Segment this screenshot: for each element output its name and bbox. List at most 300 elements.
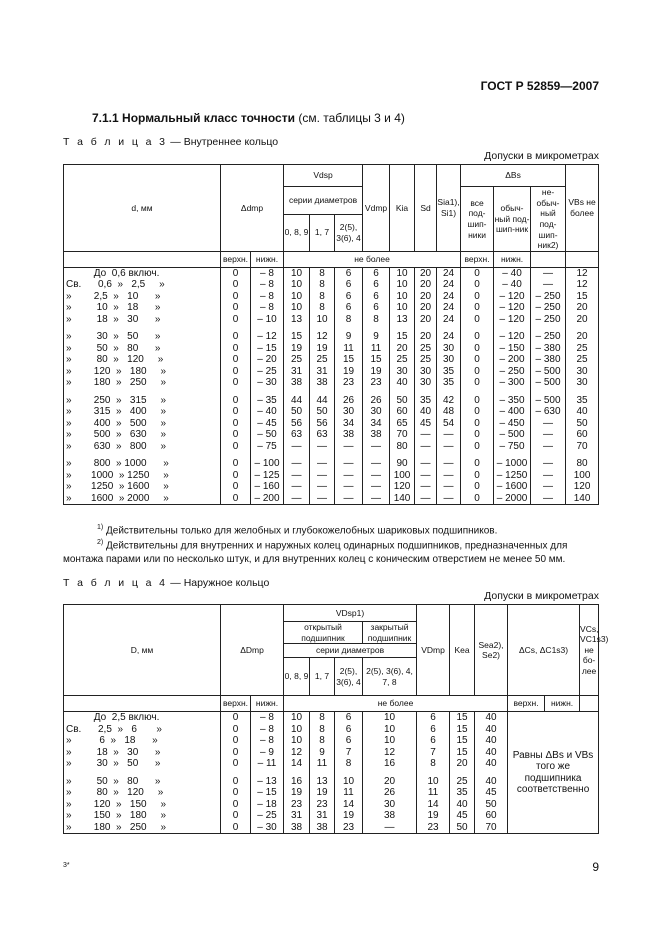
blank-cell bbox=[64, 696, 221, 712]
cell-sia: 24 bbox=[437, 302, 461, 314]
cell-dbs-upper: 0 bbox=[461, 395, 494, 407]
cell-s2: — bbox=[310, 493, 335, 505]
cell-sia: 24 bbox=[437, 314, 461, 326]
cell-s2: 8 bbox=[310, 267, 335, 279]
cell-lower: – 10 bbox=[251, 314, 284, 326]
cell-dbs-upper: 0 bbox=[461, 314, 494, 326]
cell-lower: – 12 bbox=[251, 331, 284, 343]
cell-s2: 8 bbox=[310, 302, 335, 314]
cell-vdmp: 15 bbox=[363, 354, 390, 366]
cell-s3: 7 bbox=[335, 747, 363, 759]
cell-lower: – 25 bbox=[251, 366, 284, 378]
cell-s3: 8 bbox=[335, 314, 363, 326]
cell-dbs-upper: 0 bbox=[461, 377, 494, 389]
cell-sia: — bbox=[437, 470, 461, 482]
cell-s1: 15 bbox=[284, 331, 310, 343]
cell-s3: 34 bbox=[335, 418, 363, 430]
cell-s1: 38 bbox=[284, 377, 310, 389]
cell-dbs-normal: – 150 bbox=[494, 343, 531, 355]
cell-s3: — bbox=[335, 458, 363, 470]
cell-dbs-normal: – 40 bbox=[494, 279, 531, 291]
cell-dbs-unusual: — bbox=[531, 458, 566, 470]
cell-vdmp: 19 bbox=[363, 366, 390, 378]
cell-vdmp: 11 bbox=[417, 787, 450, 799]
cell-s4: 26 bbox=[363, 787, 417, 799]
cell-sd: 20 bbox=[415, 314, 437, 326]
col-VDsp-header: VDsp1) bbox=[284, 605, 417, 622]
lower-label: нижн. bbox=[251, 696, 284, 712]
series-0-8-9: 0, 8, 9 bbox=[284, 214, 310, 251]
cell-s1: 19 bbox=[284, 343, 310, 355]
cell-d-range: » 2,5 » 10 » bbox=[64, 291, 221, 303]
cell-lower: – 18 bbox=[251, 799, 284, 811]
col-vdsp-header: Vdsp bbox=[284, 165, 363, 187]
cell-s2: 8 bbox=[310, 291, 335, 303]
cell-vdmp: 38 bbox=[363, 429, 390, 441]
cell-s1: 10 bbox=[284, 267, 310, 279]
cell-sd: 20 bbox=[415, 302, 437, 314]
cell-d-range: Св. 0,6 » 2,5 » bbox=[64, 279, 221, 291]
cell-s1: 10 bbox=[284, 279, 310, 291]
cell-vbs: 120 bbox=[566, 481, 599, 493]
cell-kia: 80 bbox=[390, 441, 415, 453]
cell-sd: 25 bbox=[415, 343, 437, 355]
table-row bbox=[64, 354, 599, 366]
cell-sea: 60 bbox=[475, 810, 508, 822]
cell-D-range: » 80 » 120 » bbox=[64, 787, 221, 799]
cell-s2: 38 bbox=[310, 822, 335, 834]
cell-dbs-unusual: – 250 bbox=[531, 314, 566, 326]
cell-lower: – 13 bbox=[251, 776, 284, 788]
cell-s4: 30 bbox=[363, 799, 417, 811]
cell-dbs-unusual: — bbox=[531, 470, 566, 482]
table-row bbox=[64, 331, 599, 343]
table4-caption-rest: — Наружное кольцо bbox=[167, 577, 270, 589]
cell-dbs-normal: – 2000 bbox=[494, 493, 531, 505]
col-sia-header: Sia1), Si1) bbox=[437, 165, 461, 252]
cell-upper: 0 bbox=[221, 267, 251, 279]
cell-sia: — bbox=[437, 441, 461, 453]
cell-s2: 19 bbox=[310, 343, 335, 355]
series-header: серии диаметров bbox=[284, 187, 363, 215]
cell-s1: 10 bbox=[284, 724, 310, 736]
cell-sia: — bbox=[437, 481, 461, 493]
cell-s3: 15 bbox=[335, 354, 363, 366]
merged-note-text: Равны ΔBs и VBs того же подшипника соответственно bbox=[512, 749, 594, 796]
cell-sea: 45 bbox=[475, 787, 508, 799]
cell-s2: 63 bbox=[310, 429, 335, 441]
cell-dbs-unusual: – 500 bbox=[531, 377, 566, 389]
cell-vdmp: 6 bbox=[417, 724, 450, 736]
cell-vdmp: — bbox=[363, 470, 390, 482]
cell-s3: 8 bbox=[335, 758, 363, 770]
cell-sd: 30 bbox=[415, 377, 437, 389]
upper-label: верхн. bbox=[508, 696, 545, 712]
cell-dbs-normal: – 500 bbox=[494, 429, 531, 441]
cell-kia: 15 bbox=[390, 331, 415, 343]
cell-kia: 120 bbox=[390, 481, 415, 493]
cell-s2: 12 bbox=[310, 331, 335, 343]
cell-vdmp: 10 bbox=[417, 776, 450, 788]
cell-dbs-normal: – 1600 bbox=[494, 481, 531, 493]
cell-kea: 35 bbox=[450, 787, 475, 799]
cell-vdmp: — bbox=[363, 481, 390, 493]
cell-dbs-unusual: — bbox=[531, 267, 566, 279]
cell-kia: 20 bbox=[390, 343, 415, 355]
cell-s3: 19 bbox=[335, 366, 363, 378]
cell-dbs-unusual: – 250 bbox=[531, 302, 566, 314]
cell-sd: 35 bbox=[415, 395, 437, 407]
cell-lower: – 20 bbox=[251, 354, 284, 366]
upper-label: верхн. bbox=[221, 251, 251, 267]
cell-s1: 31 bbox=[284, 810, 310, 822]
cell-upper: 0 bbox=[221, 493, 251, 505]
cell-vbs: 25 bbox=[566, 354, 599, 366]
cell-upper: 0 bbox=[221, 302, 251, 314]
cell-lower: – 9 bbox=[251, 747, 284, 759]
cell-dbs-unusual: – 630 bbox=[531, 406, 566, 418]
cell-s3: 6 bbox=[335, 267, 363, 279]
cell-dbs-unusual: — bbox=[531, 481, 566, 493]
cell-sea: 40 bbox=[475, 758, 508, 770]
cell-lower: – 25 bbox=[251, 810, 284, 822]
cell-s3: 6 bbox=[335, 724, 363, 736]
cell-s1: 10 bbox=[284, 291, 310, 303]
cell-s3: 11 bbox=[335, 343, 363, 355]
cell-sd: — bbox=[415, 481, 437, 493]
table4-caption bbox=[63, 577, 269, 589]
cell-kea: 50 bbox=[450, 822, 475, 834]
cell-upper: 0 bbox=[221, 747, 251, 759]
col-delta-Dmp-header: ΔDmp bbox=[221, 605, 284, 696]
table3-caption-rest: — Внутреннее кольцо bbox=[167, 136, 279, 148]
nomore-label: не более bbox=[284, 696, 508, 712]
footnote-2: $^{2)}$ Действительны для внутренних и наружных колец одинарных подшипников, предназначенных для монтажа парами или по несколько штук, и для внутренних колец с коническим отверстием не менее 50 мм. bbox=[63, 538, 568, 565]
cell-s2: — bbox=[310, 470, 335, 482]
cell-dbs-normal: – 1250 bbox=[494, 470, 531, 482]
cell-sia: 42 bbox=[437, 395, 461, 407]
cell-dbs-unusual: — bbox=[531, 429, 566, 441]
cell-upper: 0 bbox=[221, 470, 251, 482]
lower-label: нижн. bbox=[545, 696, 580, 712]
col-D-header: D, мм bbox=[64, 605, 221, 696]
cell-s1: 14 bbox=[284, 758, 310, 770]
page-number: 9 bbox=[592, 860, 599, 874]
cell-sia: 35 bbox=[437, 377, 461, 389]
cell-dbs-normal: – 350 bbox=[494, 395, 531, 407]
col-kia-header: Kia bbox=[390, 165, 415, 252]
cell-lower: – 8 bbox=[251, 724, 284, 736]
cell-sd: — bbox=[415, 470, 437, 482]
cell-sd: — bbox=[415, 441, 437, 453]
table-row bbox=[64, 343, 599, 355]
cell-lower: – 35 bbox=[251, 395, 284, 407]
cell-D-range: До 2,5 включ. bbox=[64, 712, 221, 724]
cell-lower: – 75 bbox=[251, 441, 284, 453]
cell-vdmp: 6 bbox=[363, 302, 390, 314]
cell-lower: – 200 bbox=[251, 493, 284, 505]
cell-kia: 30 bbox=[390, 366, 415, 378]
col-VCs-header: VCs, VC1s3) не бо-лее bbox=[580, 605, 599, 696]
cell-upper: 0 bbox=[221, 481, 251, 493]
cell-d-range: До 0,6 включ. bbox=[64, 267, 221, 279]
cell-upper: 0 bbox=[221, 735, 251, 747]
cell-d-range: » 18 » 30 » bbox=[64, 314, 221, 326]
cell-d-range: » 250 » 315 » bbox=[64, 395, 221, 407]
cell-s1: 50 bbox=[284, 406, 310, 418]
cell-upper: 0 bbox=[221, 418, 251, 430]
cell-sia: 30 bbox=[437, 354, 461, 366]
cell-dbs-upper: 0 bbox=[461, 302, 494, 314]
col-dCs-header: ΔCs, ΔC1s3) bbox=[508, 605, 580, 696]
table3-units: Допуски в микрометрах bbox=[484, 150, 599, 162]
cell-D-range: » 180 » 250 » bbox=[64, 822, 221, 834]
cell-sd: 20 bbox=[415, 279, 437, 291]
cell-upper: 0 bbox=[221, 314, 251, 326]
cell-d-range: » 50 » 80 » bbox=[64, 343, 221, 355]
cell-kia: 25 bbox=[390, 354, 415, 366]
cell-s4: 16 bbox=[363, 758, 417, 770]
series-2-3-4-7-8: 2(5), 3(6), 4, 7, 8 bbox=[363, 658, 417, 696]
cell-upper: 0 bbox=[221, 291, 251, 303]
cell-vdmp: 6 bbox=[363, 291, 390, 303]
blank-cell bbox=[531, 251, 566, 267]
cell-dbs-upper: 0 bbox=[461, 418, 494, 430]
cell-lower: – 15 bbox=[251, 787, 284, 799]
cell-upper: 0 bbox=[221, 343, 251, 355]
cell-s1: 16 bbox=[284, 776, 310, 788]
cell-vbs: 60 bbox=[566, 429, 599, 441]
cell-s4: 10 bbox=[363, 724, 417, 736]
table4-units: Допуски в микрометрах bbox=[484, 590, 599, 602]
cell-dbs-upper: 0 bbox=[461, 331, 494, 343]
section-title-bold: 7.1.1 Нормальный класс точности bbox=[92, 111, 295, 125]
cell-s2: 19 bbox=[310, 787, 335, 799]
cell-dbs-upper: 0 bbox=[461, 441, 494, 453]
cell-s2: 8 bbox=[310, 712, 335, 724]
cell-lower: – 15 bbox=[251, 343, 284, 355]
cell-upper: 0 bbox=[221, 458, 251, 470]
cell-kea: 40 bbox=[450, 799, 475, 811]
cell-sd: 25 bbox=[415, 354, 437, 366]
table-row bbox=[64, 441, 599, 453]
series-2-3-4: 2(5), 3(6), 4 bbox=[335, 214, 363, 251]
cell-d-range: » 1000 » 1250 » bbox=[64, 470, 221, 482]
cell-upper: 0 bbox=[221, 366, 251, 378]
cell-kia: 50 bbox=[390, 395, 415, 407]
cell-D-range: » 50 » 80 » bbox=[64, 776, 221, 788]
table3-caption bbox=[63, 136, 278, 148]
section-title bbox=[92, 111, 405, 125]
cell-s3: 23 bbox=[335, 822, 363, 834]
cell-kea: 20 bbox=[450, 758, 475, 770]
cell-s1: 10 bbox=[284, 735, 310, 747]
cell-lower: – 11 bbox=[251, 758, 284, 770]
cell-kia: 13 bbox=[390, 314, 415, 326]
cell-s1: — bbox=[284, 493, 310, 505]
cell-upper: 0 bbox=[221, 331, 251, 343]
cell-dbs-unusual: – 250 bbox=[531, 331, 566, 343]
cell-dbs-unusual: – 380 bbox=[531, 354, 566, 366]
cell-s2: 8 bbox=[310, 735, 335, 747]
cell-kia: 90 bbox=[390, 458, 415, 470]
cell-s3: 6 bbox=[335, 291, 363, 303]
cell-vbs: 20 bbox=[566, 302, 599, 314]
cell-s2: 11 bbox=[310, 758, 335, 770]
cell-s3: 10 bbox=[335, 776, 363, 788]
cell-D-range: » 6 » 18 » bbox=[64, 735, 221, 747]
cell-kea: 15 bbox=[450, 735, 475, 747]
cell-s2: 23 bbox=[310, 799, 335, 811]
cell-s2: 8 bbox=[310, 279, 335, 291]
closed-bearing-header: закрытый подшипник bbox=[363, 622, 417, 644]
cell-s2: 10 bbox=[310, 314, 335, 326]
table4 bbox=[63, 604, 609, 834]
cell-vbs: 50 bbox=[566, 418, 599, 430]
cell-s3: 6 bbox=[335, 735, 363, 747]
cell-dbs-normal: – 120 bbox=[494, 291, 531, 303]
cell-upper: 0 bbox=[221, 377, 251, 389]
cell-upper: 0 bbox=[221, 395, 251, 407]
cell-dbs-upper: 0 bbox=[461, 366, 494, 378]
cell-sea: 40 bbox=[475, 712, 508, 724]
cell-d-range: » 500 » 630 » bbox=[64, 429, 221, 441]
cell-kia: 100 bbox=[390, 470, 415, 482]
cell-d-range: » 80 » 120 » bbox=[64, 354, 221, 366]
cell-vbs: 35 bbox=[566, 395, 599, 407]
cell-d-range: » 800 » 1000 » bbox=[64, 458, 221, 470]
cell-s1: — bbox=[284, 470, 310, 482]
cell-vbs: 20 bbox=[566, 331, 599, 343]
standard-designation: ГОСТ Р 52859—2007 bbox=[480, 79, 599, 93]
cell-kia: 70 bbox=[390, 429, 415, 441]
cell-vdmp: 6 bbox=[363, 267, 390, 279]
col-vbs-header: VBs не более bbox=[566, 165, 599, 252]
cell-vdmp: 7 bbox=[417, 747, 450, 759]
cell-vbs: 40 bbox=[566, 406, 599, 418]
cell-dbs-normal: – 40 bbox=[494, 267, 531, 279]
blank-cell bbox=[580, 696, 599, 712]
cell-lower: – 30 bbox=[251, 822, 284, 834]
table-row bbox=[64, 458, 599, 470]
cell-d-range: » 10 » 18 » bbox=[64, 302, 221, 314]
cell-dbs-upper: 0 bbox=[461, 406, 494, 418]
cell-kea: 25 bbox=[450, 776, 475, 788]
cell-s4: 10 bbox=[363, 712, 417, 724]
cell-vbs: 30 bbox=[566, 366, 599, 378]
cell-s1: 56 bbox=[284, 418, 310, 430]
cell-upper: 0 bbox=[221, 712, 251, 724]
merged-note-cell bbox=[508, 712, 599, 834]
cell-s2: — bbox=[310, 458, 335, 470]
cell-dbs-upper: 0 bbox=[461, 493, 494, 505]
cell-s1: 13 bbox=[284, 314, 310, 326]
cell-D-range: Св. 2,5 » 6 » bbox=[64, 724, 221, 736]
cell-kea: 15 bbox=[450, 724, 475, 736]
col-d-header: d, мм bbox=[64, 165, 221, 252]
cell-lower: – 8 bbox=[251, 279, 284, 291]
cell-dbs-upper: 0 bbox=[461, 481, 494, 493]
cell-d-range: » 1600 » 2000 » bbox=[64, 493, 221, 505]
cell-s4: — bbox=[363, 822, 417, 834]
page-stamp: 3* bbox=[63, 862, 70, 869]
table-row bbox=[64, 291, 599, 303]
cell-dbs-unusual: — bbox=[531, 279, 566, 291]
cell-s2: 13 bbox=[310, 776, 335, 788]
cell-sea: 70 bbox=[475, 822, 508, 834]
cell-sia: 48 bbox=[437, 406, 461, 418]
nomore-label: не более bbox=[284, 251, 461, 267]
cell-vdmp: 11 bbox=[363, 343, 390, 355]
cell-sia: 24 bbox=[437, 331, 461, 343]
cell-s1: 10 bbox=[284, 712, 310, 724]
table3 bbox=[63, 164, 599, 505]
cell-lower: – 8 bbox=[251, 291, 284, 303]
cell-dbs-normal: – 200 bbox=[494, 354, 531, 366]
cell-s3: — bbox=[335, 493, 363, 505]
cell-s4: 12 bbox=[363, 747, 417, 759]
cell-sia: 30 bbox=[437, 343, 461, 355]
table-row bbox=[64, 481, 599, 493]
cell-s2: 31 bbox=[310, 366, 335, 378]
cell-lower: – 8 bbox=[251, 712, 284, 724]
cell-sea: 40 bbox=[475, 735, 508, 747]
cell-sia: — bbox=[437, 458, 461, 470]
lower-label: нижн. bbox=[251, 251, 284, 267]
cell-kea: 15 bbox=[450, 712, 475, 724]
table-row bbox=[64, 267, 599, 279]
cell-sea: 40 bbox=[475, 776, 508, 788]
cell-sea: 40 bbox=[475, 724, 508, 736]
cell-upper: 0 bbox=[221, 810, 251, 822]
cell-dbs-normal: – 1000 bbox=[494, 458, 531, 470]
cell-s3: — bbox=[335, 441, 363, 453]
cell-sd: 20 bbox=[415, 291, 437, 303]
cell-dbs-unusual: – 250 bbox=[531, 291, 566, 303]
cell-s3: 11 bbox=[335, 787, 363, 799]
cell-dbs-normal: – 300 bbox=[494, 377, 531, 389]
cell-dbs-upper: 0 bbox=[461, 343, 494, 355]
cell-upper: 0 bbox=[221, 787, 251, 799]
cell-vdmp: 34 bbox=[363, 418, 390, 430]
table4-body bbox=[64, 712, 599, 834]
cell-upper: 0 bbox=[221, 758, 251, 770]
cell-lower: – 125 bbox=[251, 470, 284, 482]
section-title-rest: (см. таблицы 3 и 4) bbox=[295, 111, 405, 125]
cell-vbs: 30 bbox=[566, 377, 599, 389]
series-0-8-9: 0, 8, 9 bbox=[284, 658, 310, 696]
col-dbs-header: ΔBs bbox=[461, 165, 566, 187]
cell-lower: – 45 bbox=[251, 418, 284, 430]
table-row bbox=[64, 395, 599, 407]
cell-lower: – 100 bbox=[251, 458, 284, 470]
cell-s1: 63 bbox=[284, 429, 310, 441]
cell-lower: – 50 bbox=[251, 429, 284, 441]
cell-vbs: 20 bbox=[566, 314, 599, 326]
table-row bbox=[64, 406, 599, 418]
cell-dbs-upper: 0 bbox=[461, 279, 494, 291]
cell-lower: – 30 bbox=[251, 377, 284, 389]
cell-vdmp: 6 bbox=[417, 712, 450, 724]
col-Kea-header: Kea bbox=[450, 605, 475, 696]
table-row bbox=[64, 470, 599, 482]
cell-dbs-unusual: – 500 bbox=[531, 366, 566, 378]
footnote-1: $^{1)}$ Действительны только для желобных и глубокожелобных шариковых подшипников. bbox=[97, 524, 498, 537]
cell-dbs-upper: 0 bbox=[461, 354, 494, 366]
cell-dbs-normal: – 450 bbox=[494, 418, 531, 430]
cell-dbs-normal: – 120 bbox=[494, 302, 531, 314]
cell-kia: 140 bbox=[390, 493, 415, 505]
